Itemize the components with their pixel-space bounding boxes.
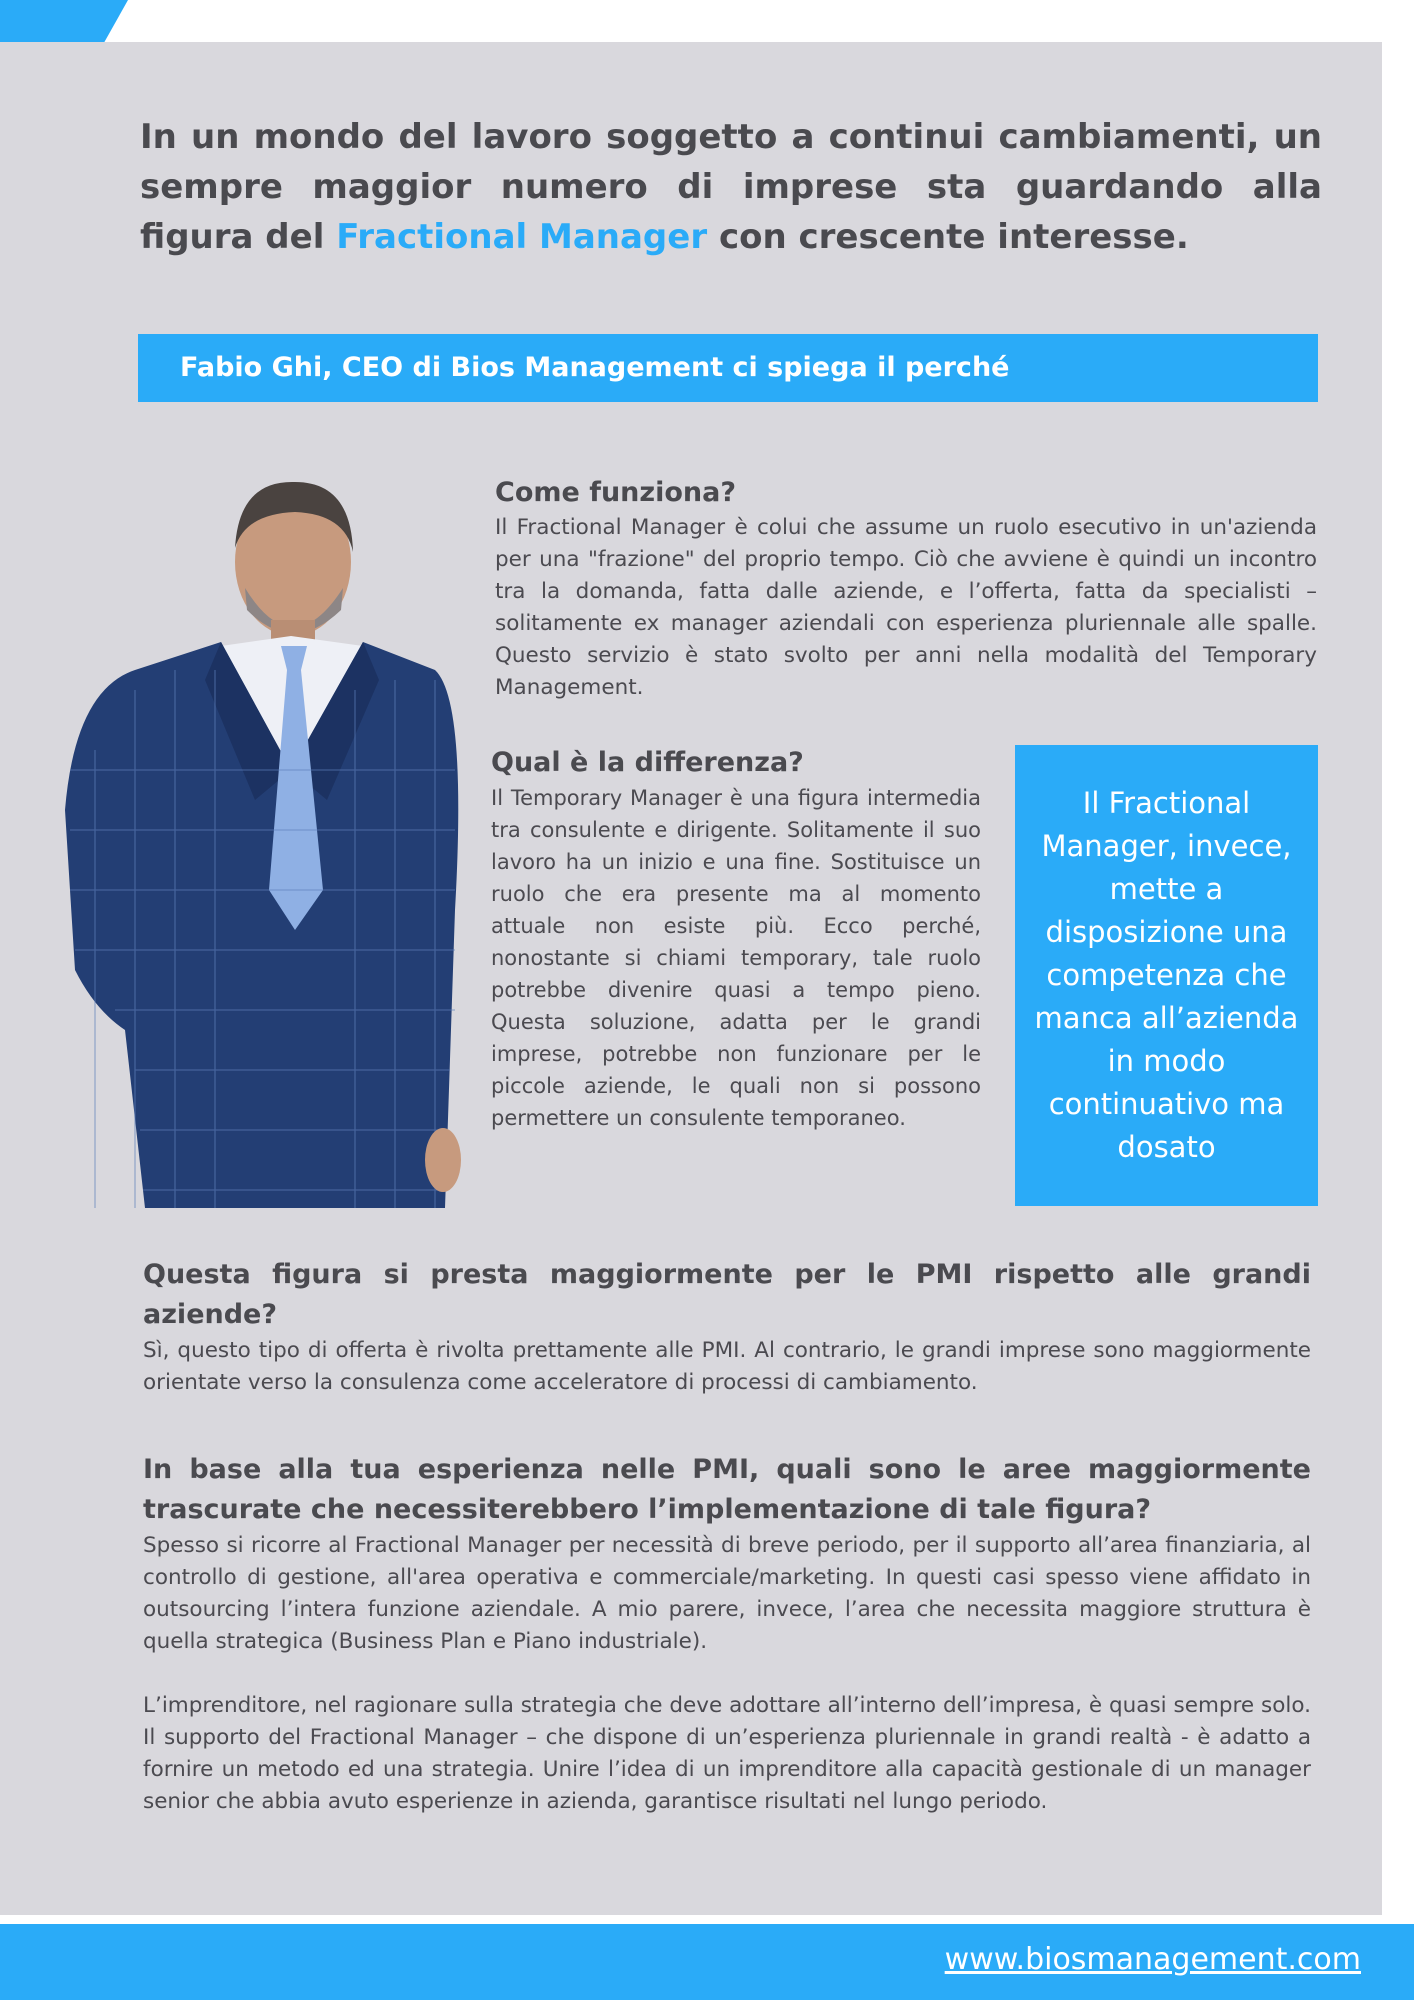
section-how-it-works [495, 474, 1317, 704]
portrait-photo [55, 470, 470, 1208]
section-body: Spesso si ricorre al Fractional Manager per necessità di breve periodo, per il supporto all’area finanziaria, al controllo di gestione, all'area operativa e commerciale/marketing. In questi casi spesso viene affidato in outsourcing l’intera funzione aziendale. A mio parere, invece, l’area che necessita maggiore struttura è quella strategica (Business Plan e Piano industriale). [143, 1533, 1311, 1654]
footer-bar [0, 1924, 1414, 2000]
section-body: L’imprenditore, nel ragionare sulla strategia che deve adottare all’interno dell’impresa, è quasi sempre solo. Il supporto del Fractional Manager – che dispone di un’esperienza pluriennale in grandi realtà - è adatto a fornire un metodo ed una strategia. Unire l’idea di un imprenditore alla capacità gestionale di un manager senior che abbia avuto esperienze in azienda, garantisce risultati nel lungo periodo. [143, 1693, 1311, 1814]
callout-box [1015, 745, 1318, 1206]
headline [140, 112, 1322, 262]
callout-text: Il Fractional Manager, invece, mette a disposizione una competenza che manca all’azienda in modo continuativo ma dosato [1034, 786, 1299, 1164]
headline-prefix: In un mondo del lavoro soggetto a continui cambiamenti, un sempre maggior numero di imprese sta guardando alla figura del [140, 117, 1322, 257]
banner-text: Fabio Ghi, CEO di Bios Management ci spiega il perché [180, 352, 1010, 383]
website-link[interactable]: www.biosmanagement.com [944, 1942, 1361, 1977]
section-heading: Qual è la differenza? [491, 747, 804, 778]
headline-highlight: Fractional Manager [336, 217, 708, 257]
headline-suffix: con crescente interesse. [707, 217, 1189, 257]
section-heading: Questa figura si presta maggiormente per le PMI rispetto alle grandi aziende? [143, 1259, 1311, 1330]
section-body: Sì, questo tipo di offerta è rivolta prettamente alle PMI. Al contrario, le grandi imprese sono maggiormente orientate verso la consulenza come acceleratore di processi di cambiamento. [143, 1338, 1311, 1395]
section-body: Il Temporary Manager è una figura intermedia tra consulente e dirigente. Solitamente il suo lavoro ha un inizio e una fine. Sostituisce un ruolo che era presente ma al momento attuale non esiste più. Ecco perché, nonostante si chiami temporary, tale ruolo potrebbe divenire quasi a tempo pieno. Questa soluzione, adatta per le grandi imprese, potrebbe non funzionare per le piccole aziende, le quali non si possono permettere un consulente temporaneo. [491, 786, 981, 1130]
section-heading: Come funziona? [495, 477, 737, 508]
section-heading: In base alla tua esperienza nelle PMI, quali sono le aree maggiormente trascurate che necessiterebbero l’implementazione di tale figura? [143, 1454, 1311, 1525]
section-neglected-areas [143, 1450, 1311, 1818]
section-difference [491, 744, 981, 1134]
section-body: Il Fractional Manager è colui che assume un ruolo esecutivo in un'azienda per una "frazione" del proprio tempo. Ciò che avviene è quindi un incontro tra la domanda, fatta dalle aziende, e l’offerta, fatta da specialisti – solitamente ex manager aziendali con esperienza pluriennale alle spalle. Questo servizio è stato svolto per anni nella modalità del Temporary Management. [495, 515, 1317, 700]
interview-banner [138, 334, 1318, 402]
section-pmi [143, 1255, 1311, 1399]
